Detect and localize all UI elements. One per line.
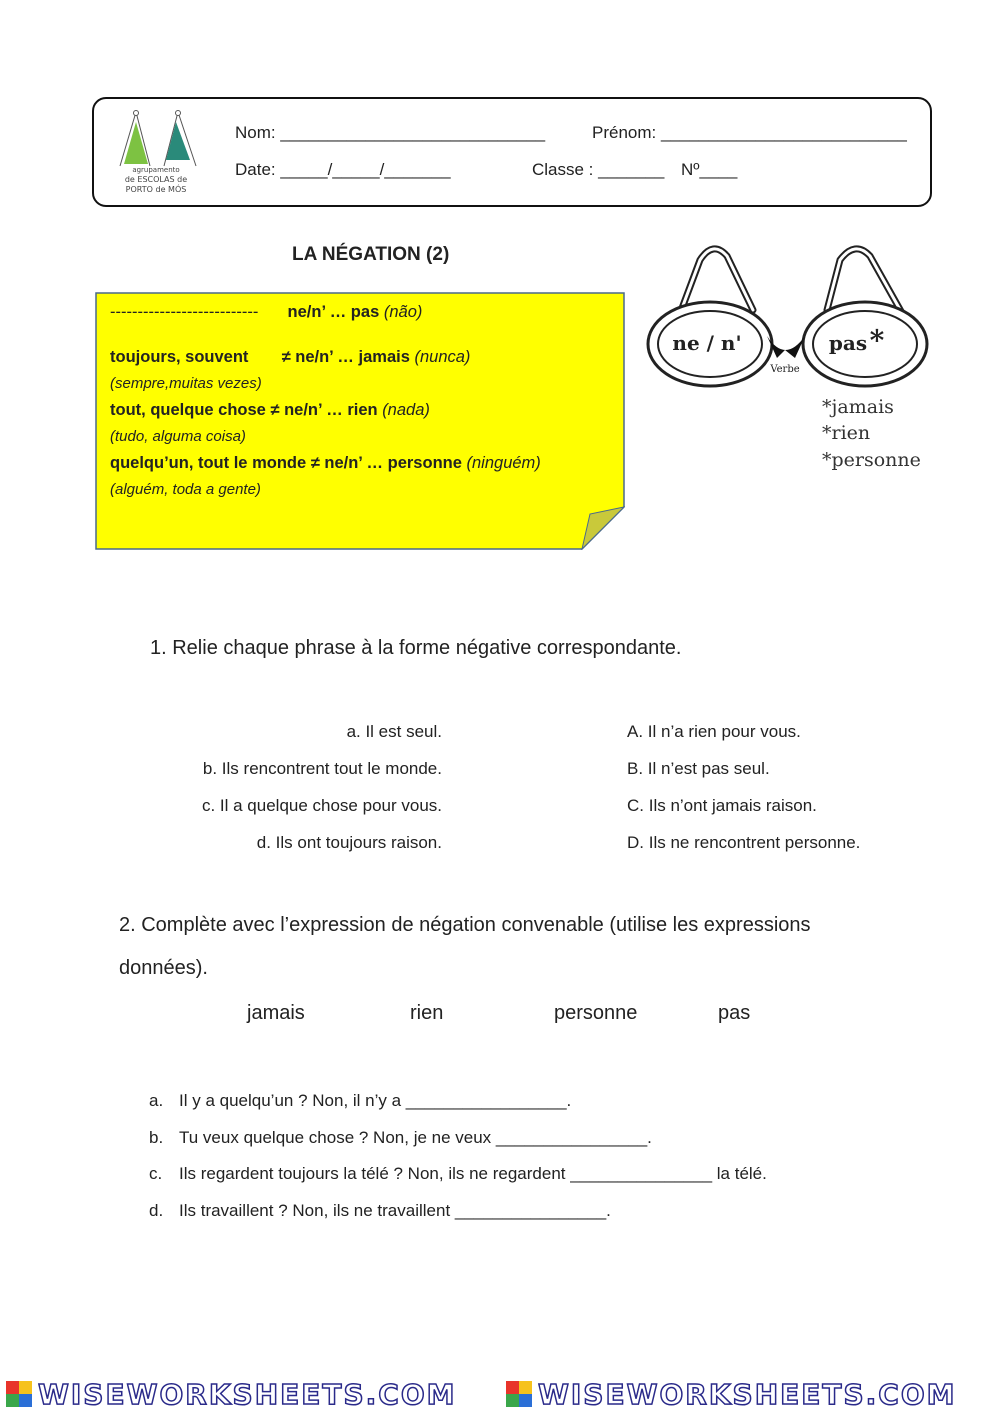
ex2-item-a-letter: a.	[149, 1091, 164, 1110]
watermark-unit-2	[506, 1377, 957, 1411]
logo-text-3: PORTO de MÓS	[125, 185, 187, 194]
watermark-text: WISEWORKSHEETS.COM	[38, 1377, 457, 1411]
note-row-personne	[110, 454, 541, 473]
note-rien: tout, quelque chose ≠ ne/n’ … rien	[110, 401, 378, 419]
note-personne-translation: (ninguém)	[466, 454, 541, 472]
note-jamais-opposites: toujours, souvent	[110, 348, 249, 366]
numero-field[interactable]: Nº____	[681, 160, 738, 179]
school-logo	[110, 108, 202, 200]
note-row-rien	[110, 401, 430, 420]
word-bank-jamais: jamais	[247, 1002, 305, 1024]
footer-watermark	[0, 1375, 1000, 1413]
ex1-left-a[interactable]: a. Il est seul.	[346, 722, 442, 741]
ex2-item-d-letter: d.	[149, 1201, 164, 1220]
watermark-badge-icon	[506, 1381, 532, 1407]
note-jamais-translation: (nunca)	[414, 348, 471, 366]
date-field[interactable]: Date: _____/_____/_______	[235, 160, 451, 179]
ex1-right-C[interactable]: C. Ils n’ont jamais raison.	[627, 796, 817, 815]
watermark-unit-1	[6, 1377, 457, 1411]
note-rien-sub: (tudo, alguma coisa)	[110, 428, 246, 445]
ex1-left-c[interactable]: c. Il a quelque chose pour vous.	[201, 796, 442, 815]
logo-text-2: de ESCOLAS de	[124, 175, 188, 184]
nom-field[interactable]: Nom: ____________________________	[235, 123, 546, 142]
glasses-word-personne: *personne	[822, 449, 921, 471]
ex1-right-D[interactable]: D. Ils ne rencontrent personne.	[627, 833, 861, 852]
left-lens-label: ne / n'	[672, 331, 742, 355]
word-bank-personne: personne	[554, 1002, 638, 1024]
student-info-box	[92, 97, 932, 207]
negation-glasses-illustration	[645, 232, 930, 402]
note-jamais: ≠ ne/n’ … jamais	[281, 348, 410, 366]
logo-text-1: agrupamento	[132, 166, 180, 174]
word-bank-rien: rien	[410, 1002, 444, 1024]
note-rien-translation: (nada)	[382, 401, 430, 419]
note-personne: quelqu’un, tout le monde ≠ ne/n’ … personne	[110, 454, 462, 472]
ex1-right-B[interactable]: B. Il n’est pas seul.	[627, 759, 770, 778]
ex2-item-b-letter: b.	[149, 1128, 164, 1147]
right-lens-label: pas	[828, 331, 868, 355]
asterisk-mark: *	[869, 324, 885, 357]
page-title: LA NÉGATION (2)	[292, 244, 450, 265]
verb-label: Verbe	[770, 364, 800, 375]
note-dashes: ---------------------------	[110, 303, 259, 321]
ex2-item-c[interactable]: Ils regardent toujours la télé ? Non, ils ne regardent _______________ la télé.	[179, 1164, 767, 1183]
note-personne-sub: (alguém, toda a gente)	[110, 481, 261, 498]
grammar-note	[95, 292, 625, 550]
word-bank-pas: pas	[718, 1002, 751, 1024]
glasses-word-jamais: *jamais	[822, 396, 894, 418]
note-pas-translation: (não)	[383, 303, 423, 321]
ex2-item-d[interactable]: Ils travaillent ? Non, ils ne travaillent ________________.	[179, 1201, 611, 1220]
exercise-1-title: 1. Relie chaque phrase à la forme négative correspondante.	[150, 637, 682, 659]
ex2-item-b[interactable]: Tu veux quelque chose ? Non, je ne veux ________________.	[179, 1128, 652, 1147]
ex1-left-b[interactable]: b. Ils rencontrent tout le monde.	[202, 759, 442, 778]
ex2-item-a[interactable]: Il y a quelqu’un ? Non, il n’y a _________________.	[179, 1091, 572, 1110]
exercise-2-title-line2: données).	[119, 957, 208, 979]
note-row-pas	[110, 303, 422, 322]
prenom-field[interactable]: Prénom: __________________________	[592, 123, 907, 142]
ex1-left-d[interactable]: d. Ils ont toujours raison.	[256, 833, 442, 852]
glasses-word-rien: *rien	[822, 422, 871, 444]
note-pas: ne/n’ … pas	[287, 303, 380, 321]
ex2-item-c-letter: c.	[149, 1164, 163, 1183]
exercise-2-title-line1: 2. Complète avec l’expression de négation convenable (utilise les expressions	[119, 914, 811, 936]
watermark-text: WISEWORKSHEETS.COM	[538, 1377, 957, 1411]
note-jamais-sub: (sempre,muitas vezes)	[110, 375, 262, 392]
watermark-badge-icon	[6, 1381, 32, 1407]
note-row-jamais	[110, 348, 470, 367]
classe-field[interactable]: Classe : _______	[532, 160, 665, 179]
ex1-right-A[interactable]: A. Il n’a rien pour vous.	[627, 722, 801, 741]
